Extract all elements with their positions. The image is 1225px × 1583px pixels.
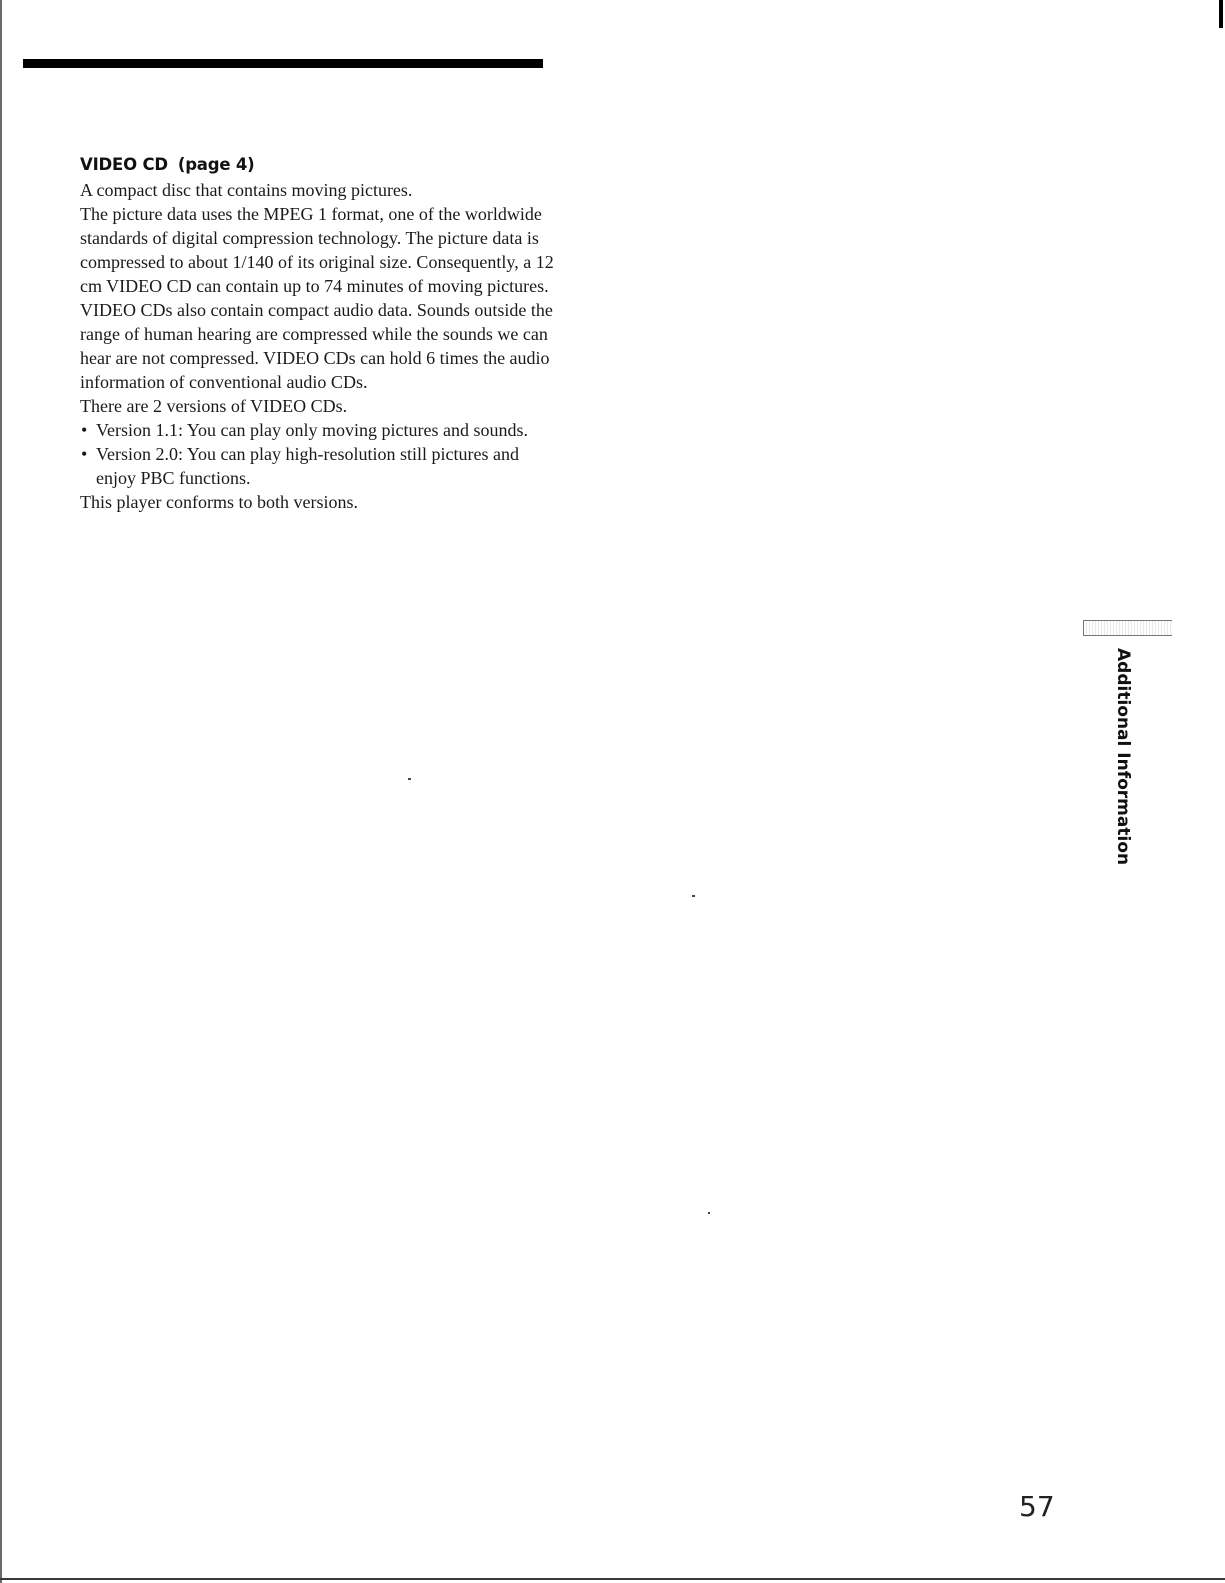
bullet-icon: • xyxy=(81,444,88,464)
definition-paragraph: A compact disc that contains moving pictures. xyxy=(80,180,413,200)
scan-speck xyxy=(708,1212,710,1214)
side-tab-marker xyxy=(1083,620,1172,636)
list-item-text: Version 1.1: You can play only moving pictures and sounds. xyxy=(96,420,528,440)
section-heading xyxy=(80,152,560,178)
header-rule xyxy=(23,59,543,68)
list-item xyxy=(80,442,560,490)
list-item xyxy=(80,418,560,442)
page-number: 57 xyxy=(1019,1490,1055,1523)
mpeg-paragraph: The picture data uses the MPEG 1 format, one of the worldwide standards of digital compression technology. The picture data is compressed to about 1/140 of its original size. Consequently, a 12 cm VIDEO CD can contain up to 74 minutes of moving pictures. xyxy=(80,204,554,296)
heading-title: VIDEO CD xyxy=(80,155,168,174)
bullet-icon: • xyxy=(81,420,88,440)
versions-intro: There are 2 versions of VIDEO CDs. xyxy=(80,396,348,416)
page-right-edge-mark xyxy=(1219,0,1223,28)
scan-speck xyxy=(692,895,695,897)
glossary-entry xyxy=(80,152,560,514)
audio-paragraph: VIDEO CDs also contain compact audio data. Sounds outside the range of human hearing are compressed while the sounds we can hear are not compressed. VIDEO CDs can hold 6 times the audio information of conventional audio CDs. xyxy=(80,300,553,392)
side-tab-label: Additional Information xyxy=(1113,648,1133,866)
versions-list xyxy=(80,418,560,490)
heading-page-reference: (page 4) xyxy=(177,155,255,174)
closing-paragraph: This player conforms to both versions. xyxy=(80,492,358,512)
page-bottom-edge xyxy=(0,1578,1225,1580)
scan-speck xyxy=(408,778,411,780)
page-left-edge xyxy=(0,0,2,1583)
list-item-text: Version 2.0: You can play high-resolution still pictures and enjoy PBC functions. xyxy=(96,444,519,488)
